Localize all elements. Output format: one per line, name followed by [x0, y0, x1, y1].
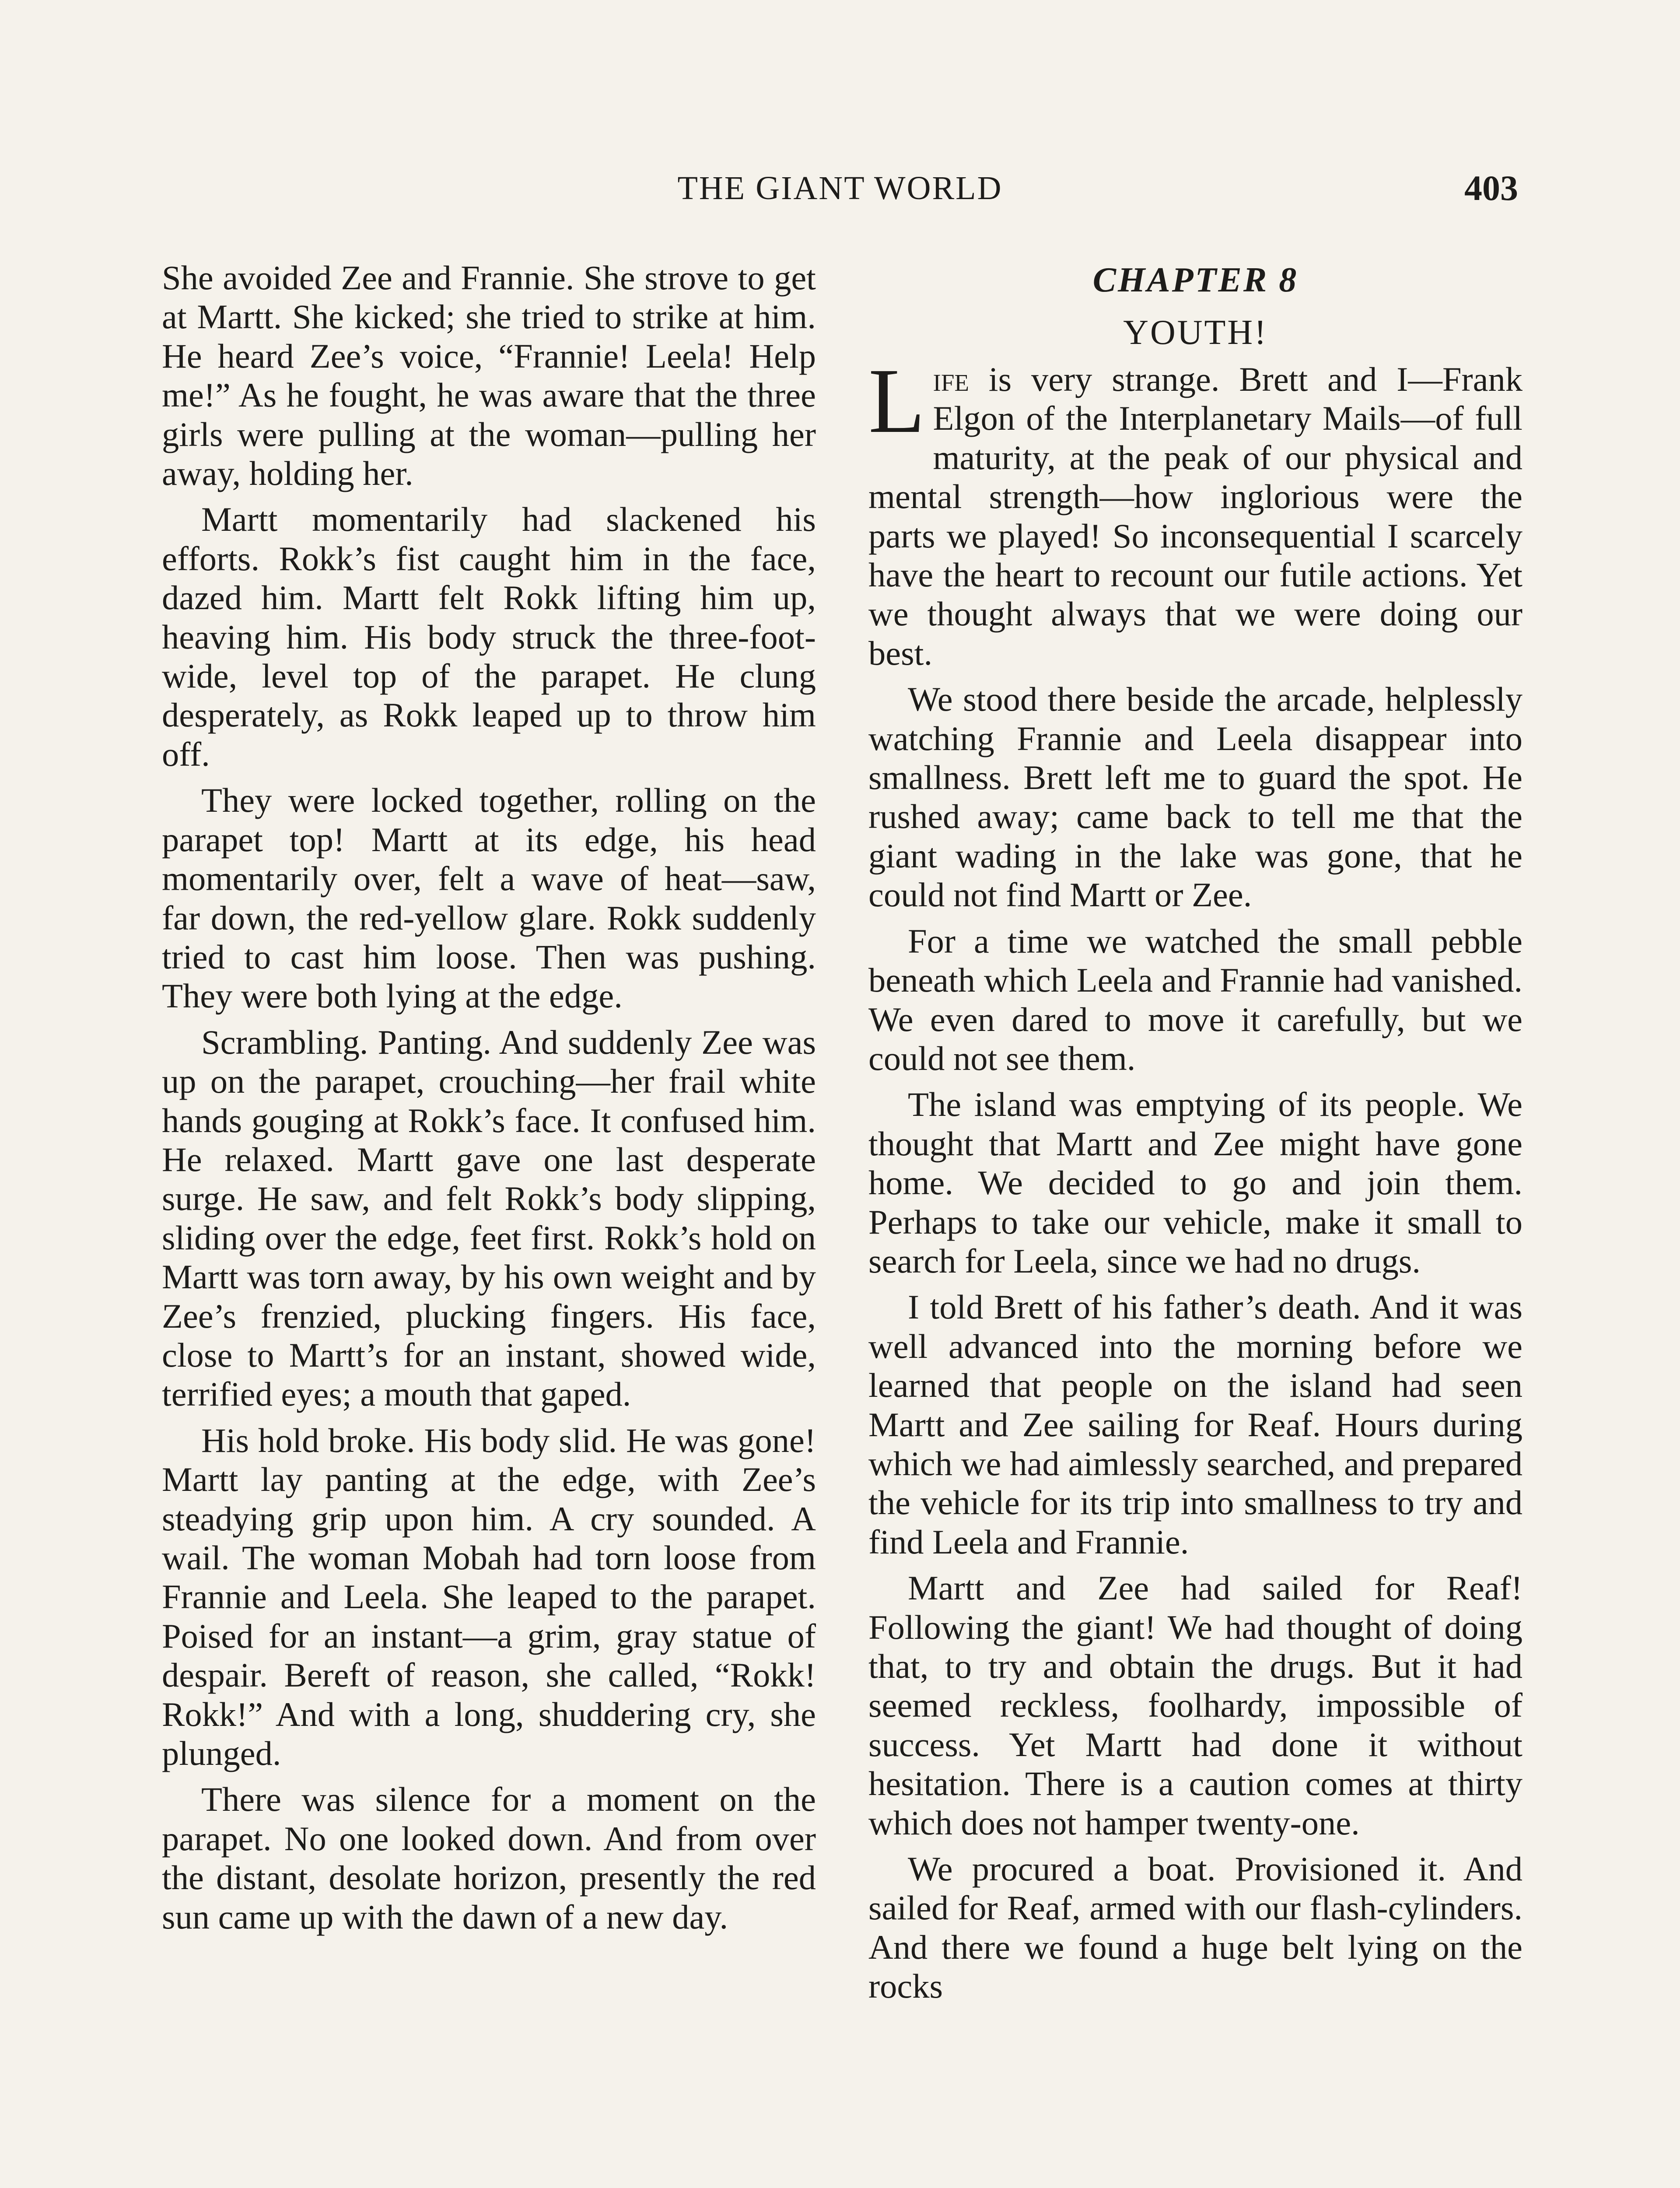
left-column [162, 258, 816, 1943]
running-head [162, 162, 1518, 214]
paragraph: For a time we watched the small pebble beneath which Leela and Frannie had vanished. We even dared to move it carefully, but we could not see them. [868, 922, 1522, 1077]
chapter-opening-paragraph [868, 349, 1522, 673]
running-title: THE GIANT WORLD [677, 170, 1003, 207]
paragraph: We stood there beside the arcade, helplessly watching Frannie and Leela disappear into smallness. Brett left me to guard the spot. He rushed away; came back to tell me that the giant wading in the lake was gone, that he could not find Martt or Zee. [868, 680, 1522, 914]
paragraph: I told Brett of his father’s death. And it was well advanced into the morning before we learned that people on the island had seen Martt and Zee sailing for Reaf. Hours during which we had aimlessly searched, and prepared the vehicle for its trip into smallness to try and find Leela and Frannie. [868, 1288, 1522, 1561]
paragraph: Scrambling. Panting. And suddenly Zee was up on the parapet, crouching—her frail white hands gouging at Rokk’s face. It confused him. He relaxed. Martt gave one last desperate surge. He saw, and felt Rokk’s body slipping, sliding over the edge, feet first. Rokk’s hold on Martt was torn away, by his own weight and by Zee’s frenzied, plucking fingers. His face, close to Martt’s for an instant, showed wide, terrified eyes; a mouth that gaped. [162, 1023, 816, 1413]
drop-cap: L [868, 349, 925, 452]
paragraph: We procured a boat. Provisioned it. And sailed for Reaf, armed with our flash-cylinders. And there we found a huge belt lying on the rocks [868, 1850, 1522, 2006]
paragraph: His hold broke. His body slid. He was gone! Martt lay panting at the edge, with Zee’s steadying grip upon him. A cry sounded. A wail. The woman Mobah had torn loose from Frannie and Leela. She leaped to the parapet. Poised for an instant—a grim, gray statue of despair. Bereft of reason, she called, “Rokk! Rokk!” And with a long, shuddering cry, she plunged. [162, 1421, 816, 1773]
paragraph: The island was emptying of its people. We thought that Martt and Zee might have gone home. We decided to go and join them. Perhaps to take our vehicle, make it small to search for Leela, since we had no drugs. [868, 1085, 1522, 1280]
paragraph: Martt and Zee had sailed for Reaf! Following the giant! We had thought of doing that, to try and obtain the drugs. But it had seemed reckless, foolhardy, impossible of success. Yet Martt had done it without hesitation. There is a caution comes at thirty which does not hamper twenty-one. [868, 1569, 1522, 1842]
right-column [868, 258, 1522, 2013]
opening-small-caps: ife [933, 360, 969, 398]
chapter-title: YOUTH! [1123, 313, 1268, 352]
opening-text: is very strange. Brett and I—Frank Elgon of the Interplanetary Mails—of full maturity, at the peak of our physical and mental strength—how inglorious were the parts we played! So inconsequential I scarcely have the heart to recount our futile actions. Yet we thought always that we were doing our best. [868, 360, 1522, 672]
page-number: 403 [1464, 168, 1518, 208]
paragraph: There was silence for a moment on the parapet. No one looked down. And from over the distant, desolate horizon, presently the red sun came up with the dawn of a new day. [162, 1780, 816, 1936]
paragraph: Martt momentarily had slackened his efforts. Rokk’s fist caught him in the face, dazed him. Martt felt Rokk lifting him up, heaving him. His body struck the three-foot-wide, level top of the parapet. He clung desperately, as Rokk leaped up to throw him off. [162, 500, 816, 773]
chapter-number: CHAPTER 8 [1092, 261, 1298, 299]
paragraph: She avoided Zee and Frannie. She strove to get at Martt. She kicked; she tried to strike at him. He heard Zee’s voice, “Frannie! Leela! Help me!” As he fought, he was aware that the three girls were pulling at the woman—pulling her away, holding her. [162, 259, 816, 493]
paragraph: They were locked together, rolling on the parapet top! Martt at its edge, his head momentarily over, felt a wave of heat—saw, far down, the red-yellow glare. Rokk suddenly tried to cast him loose. Then was pushing. They were both lying at the edge. [162, 781, 816, 1015]
